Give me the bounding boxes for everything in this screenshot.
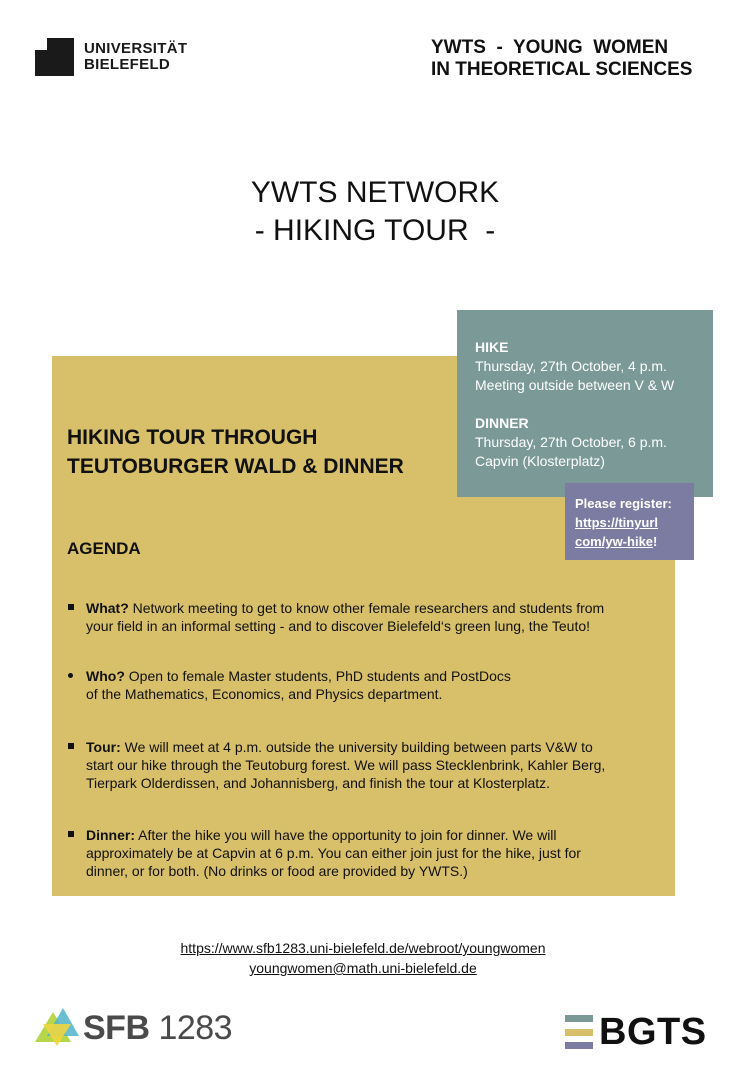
hike-label: HIKE bbox=[475, 339, 509, 355]
sfb-logo-letters: SFB bbox=[83, 1009, 150, 1047]
page-title-line2: - HIKING TOUR - bbox=[254, 214, 496, 247]
contact-links bbox=[0, 938, 726, 978]
sfb-logo-mark-icon bbox=[35, 1008, 79, 1048]
university-logo bbox=[35, 38, 187, 76]
tour-title-line1: HIKING TOUR THROUGH bbox=[67, 426, 318, 449]
hike-time: Thursday, 27th October, 4 p.m. bbox=[475, 358, 667, 374]
bgts-stripes-icon bbox=[565, 1015, 593, 1049]
event-details-panel bbox=[457, 310, 713, 497]
agenda-item-text: of the Mathematics, Economics, and Physics department. bbox=[86, 686, 443, 702]
network-name bbox=[431, 37, 706, 81]
dinner-time: Thursday, 27th October, 6 p.m. bbox=[475, 434, 667, 450]
sfb-logo-text bbox=[83, 1008, 232, 1048]
agenda-heading: AGENDA bbox=[67, 539, 141, 558]
bgts-logo-text: BGTS bbox=[599, 1011, 707, 1053]
register-link[interactable]: https://tinyurl bbox=[575, 515, 659, 530]
agenda-item-text: start our hike through the Teutoburg forest. We will pass Stecklenbrink, Kahler Berg, bbox=[86, 757, 606, 773]
register-panel bbox=[565, 483, 694, 560]
tour-title bbox=[67, 423, 404, 481]
agenda-item-text: We will meet at 4 p.m. outside the university building between parts V&W to bbox=[120, 739, 593, 755]
bgts-stripe-2 bbox=[565, 1029, 593, 1036]
sfb-logo bbox=[35, 1008, 232, 1048]
tour-title-line2: TEUTOBURGER WALD & DINNER bbox=[67, 455, 404, 478]
agenda-item-text: Tierpark Olderdissen, and Johannisberg, and finish the tour at Klosterplatz. bbox=[86, 775, 551, 791]
agenda-item-text: dinner, or for both. (No drinks or food are provided by YWTS.) bbox=[86, 863, 468, 879]
agenda-item-label: Dinner: bbox=[86, 827, 135, 843]
agenda-item-tour bbox=[67, 738, 667, 792]
agenda-item-dinner bbox=[67, 826, 667, 880]
page-title bbox=[0, 174, 750, 250]
agenda-item-label: Who? bbox=[86, 668, 125, 684]
bgts-stripe-3 bbox=[565, 1042, 593, 1049]
page-title-line1: YWTS NETWORK bbox=[250, 176, 500, 209]
uni-logo-line1: UNIVERSITÄT bbox=[84, 40, 188, 57]
email-link[interactable]: youngwomen@math.uni-bielefeld.de bbox=[249, 960, 477, 976]
agenda-item-text: After the hike you will have the opportunity to join for dinner. We will bbox=[135, 827, 557, 843]
network-name-line1: YWTS - YOUNG WOMEN bbox=[431, 37, 669, 58]
agenda-item-text: Network meeting to get to know other female researchers and students from bbox=[128, 600, 605, 616]
agenda-item-label: Tour: bbox=[86, 739, 121, 755]
sfb-logo-number: 1283 bbox=[158, 1009, 233, 1047]
bgts-logo bbox=[565, 1013, 707, 1051]
dinner-place: Capvin (Klosterplatz) bbox=[475, 453, 605, 469]
agenda-item-text: Open to female Master students, PhD students and PostDocs bbox=[124, 668, 511, 684]
hike-place: Meeting outside between V & W bbox=[475, 377, 675, 393]
network-name-line2: IN THEORETICAL SCIENCES bbox=[431, 59, 693, 80]
register-suffix: ! bbox=[653, 534, 658, 549]
agenda-item-text: approximately be at Capvin at 6 p.m. You can either join just for the hike, just for bbox=[86, 845, 581, 861]
agenda-item-text: your field in an informal setting - and to discover Bielefeld‘s green lung, the Teuto! bbox=[86, 618, 591, 634]
register-label: Please register: bbox=[575, 496, 672, 511]
bgts-stripe-1 bbox=[565, 1015, 593, 1022]
agenda-item-who bbox=[67, 667, 667, 703]
university-logo-text bbox=[84, 41, 187, 73]
university-logo-mark bbox=[35, 38, 74, 76]
dinner-label: DINNER bbox=[475, 415, 529, 431]
uni-logo-line2: BIELEFELD bbox=[84, 56, 171, 73]
agenda-item-label: What? bbox=[86, 600, 129, 616]
website-link[interactable]: https://www.sfb1283.uni-bielefeld.de/webroot/youngwomen bbox=[180, 940, 546, 956]
agenda-item-what bbox=[67, 599, 667, 635]
register-link[interactable]: com/yw-hike bbox=[575, 534, 654, 549]
